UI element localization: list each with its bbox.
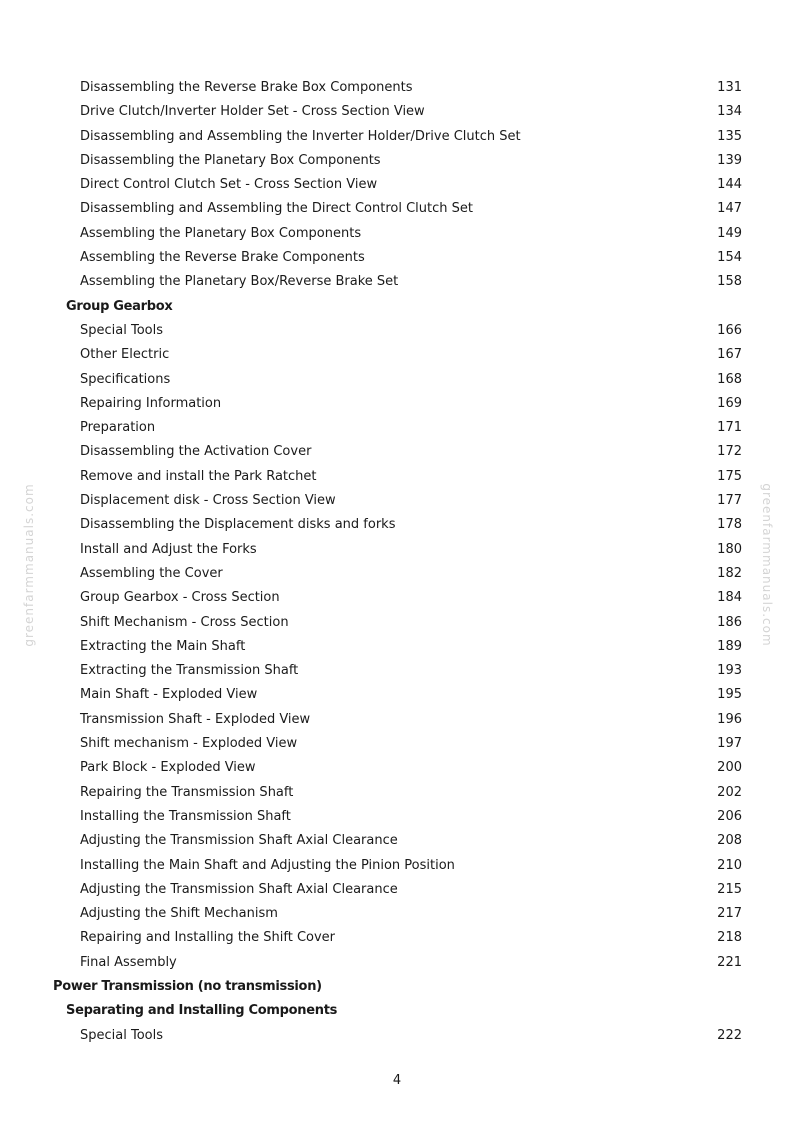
toc-entry-title: Separating and Installing Components <box>66 1003 338 1019</box>
toc-entry-title: Final Assembly <box>80 954 177 970</box>
toc-entry[interactable] <box>0 368 794 392</box>
toc-entry[interactable] <box>0 538 794 562</box>
toc-entry-title: Shift Mechanism - Cross Section <box>80 614 289 630</box>
toc-entry[interactable] <box>0 611 794 635</box>
toc-entry[interactable] <box>0 659 794 683</box>
toc-entry-title: Park Block - Exploded View <box>80 760 256 776</box>
toc-entry-title: Group Gearbox <box>66 298 173 314</box>
toc-entry[interactable] <box>0 76 794 100</box>
toc-entry[interactable] <box>0 1024 794 1048</box>
toc-entry-title: Assembling the Reverse Brake Components <box>80 250 365 266</box>
toc-entry-title: Remove and install the Park Ratchet <box>80 468 317 484</box>
toc-entry-page: 168 <box>717 371 742 387</box>
toc-entry-title: Installing the Main Shaft and Adjusting the Pinion Position <box>80 857 455 873</box>
toc-entry-title: Drive Clutch/Inverter Holder Set - Cross Section View <box>80 104 425 120</box>
toc-entry[interactable] <box>0 149 794 173</box>
toc-entry-title: Shift mechanism - Exploded View <box>80 736 298 752</box>
toc-entry-title: Installing the Transmission Shaft <box>80 808 291 824</box>
toc-entry-title: Specifications <box>80 371 171 387</box>
toc-entry[interactable] <box>0 270 794 294</box>
toc-entry-page: 135 <box>717 128 742 144</box>
toc-entry-page: 195 <box>717 687 742 703</box>
toc-entry-page: 144 <box>717 177 742 193</box>
toc-entry-title: Disassembling the Displacement disks and forks <box>80 517 396 533</box>
toc-entry-page: 147 <box>717 201 742 217</box>
toc-entry-page: 206 <box>717 808 742 824</box>
toc-entry[interactable] <box>0 440 794 464</box>
toc-entry[interactable] <box>0 222 794 246</box>
toc-entry-page: 178 <box>717 517 742 533</box>
toc-entry-title: Adjusting the Transmission Shaft Axial Clearance <box>80 833 398 849</box>
toc-entry-title: Direct Control Clutch Set - Cross Section View <box>80 177 378 193</box>
toc-entry-page: 196 <box>717 711 742 727</box>
toc-entry-title: Assembling the Planetary Box/Reverse Brake Set <box>80 274 399 290</box>
toc-entry-page: 200 <box>717 760 742 776</box>
toc-entry-page: 139 <box>717 152 742 168</box>
toc-entry-page: 154 <box>717 250 742 266</box>
toc-entry[interactable] <box>0 343 794 367</box>
toc-entry-title: Disassembling the Activation Cover <box>80 444 312 460</box>
toc-entry-title: Special Tools <box>80 1027 163 1043</box>
toc-entry-page: 210 <box>717 857 742 873</box>
toc-entry-page: 182 <box>717 565 742 581</box>
toc-entry[interactable] <box>0 781 794 805</box>
toc-entry-title: Extracting the Transmission Shaft <box>80 663 299 679</box>
toc-entry-page: 131 <box>717 80 742 95</box>
table-of-contents <box>0 76 794 1048</box>
toc-entry[interactable] <box>0 854 794 878</box>
toc-entry-page: 166 <box>717 322 742 338</box>
toc-entry[interactable] <box>0 756 794 780</box>
toc-entry-page: 186 <box>717 614 742 630</box>
toc-entry-page: 184 <box>717 590 742 606</box>
toc-entry-title: Preparation <box>80 420 156 436</box>
toc-entry[interactable] <box>0 562 794 586</box>
toc-entry[interactable] <box>0 392 794 416</box>
toc-entry[interactable] <box>0 708 794 732</box>
toc-entry[interactable] <box>0 805 794 829</box>
toc-entry-page: 208 <box>717 833 742 849</box>
toc-entry-page: 134 <box>717 104 742 120</box>
toc-entry-title: Repairing and Installing the Shift Cover <box>80 930 336 946</box>
toc-entry[interactable] <box>0 635 794 659</box>
toc-entry-page: 158 <box>717 274 742 290</box>
toc-entry-title: Assembling the Planetary Box Components <box>80 225 362 241</box>
toc-entry[interactable] <box>0 319 794 343</box>
toc-entry-page: 149 <box>717 225 742 241</box>
toc-entry[interactable] <box>0 902 794 926</box>
toc-entry[interactable] <box>0 732 794 756</box>
toc-entry-page: 169 <box>717 395 742 411</box>
toc-entry[interactable] <box>0 683 794 707</box>
toc-entry-title: Disassembling the Planetary Box Components <box>80 152 381 168</box>
toc-entry-title: Disassembling the Reverse Brake Box Components <box>80 80 413 95</box>
toc-entry-page: 171 <box>717 420 742 436</box>
toc-entry-page: 215 <box>717 881 742 897</box>
toc-entry-title: Install and Adjust the Forks <box>80 541 257 557</box>
toc-entry-page: 218 <box>717 930 742 946</box>
toc-entry-title: Main Shaft - Exploded View <box>80 687 258 703</box>
toc-entry-page: 222 <box>717 1027 742 1043</box>
toc-entry[interactable] <box>0 173 794 197</box>
toc-entry-page: 175 <box>717 468 742 484</box>
toc-entry-page: 180 <box>717 541 742 557</box>
toc-entry-title: Repairing Information <box>80 395 222 411</box>
toc-entry-title: Adjusting the Transmission Shaft Axial Clearance <box>80 881 398 897</box>
page-number: 4 <box>392 1073 402 1088</box>
toc-entry[interactable] <box>0 416 794 440</box>
toc-entry-title: Transmission Shaft - Exploded View <box>80 711 311 727</box>
toc-entry[interactable] <box>0 489 794 513</box>
watermark-right: greenfarmmanuals.com <box>760 483 774 647</box>
toc-entry[interactable] <box>0 100 794 124</box>
toc-entry[interactable] <box>0 829 794 853</box>
toc-entry-page: 172 <box>717 444 742 460</box>
toc-entry[interactable] <box>0 465 794 489</box>
toc-section-heading <box>0 999 794 1023</box>
toc-section-heading <box>0 295 794 319</box>
toc-entry-title: Power Transmission (no transmission) <box>53 978 322 994</box>
toc-entry[interactable] <box>0 951 794 975</box>
toc-entry-title: Extracting the Main Shaft <box>80 638 246 654</box>
toc-entry-title: Adjusting the Shift Mechanism <box>80 906 278 922</box>
toc-entry-page: 189 <box>717 638 742 654</box>
toc-entry-page: 197 <box>717 736 742 752</box>
toc-entry[interactable] <box>0 926 794 950</box>
toc-entry[interactable] <box>0 586 794 610</box>
toc-entry[interactable] <box>0 197 794 221</box>
toc-entry[interactable] <box>0 878 794 902</box>
toc-entry[interactable] <box>0 125 794 149</box>
toc-entry-title: Other Electric <box>80 347 170 363</box>
watermark-left: greenfarmmanuals.com <box>22 483 36 647</box>
toc-entry[interactable] <box>0 513 794 537</box>
toc-entry-page: 202 <box>717 784 742 800</box>
toc-entry-title: Disassembling and Assembling the Inverter Holder/Drive Clutch Set <box>80 128 521 144</box>
toc-entry-title: Group Gearbox - Cross Section <box>80 590 280 606</box>
toc-entry-page: 217 <box>717 906 742 922</box>
toc-section-heading <box>0 975 794 999</box>
toc-entry-page: 167 <box>717 347 742 363</box>
toc-entry-page: 177 <box>717 493 742 509</box>
toc-entry-title: Disassembling and Assembling the Direct Control Clutch Set <box>80 201 473 217</box>
toc-entry-title: Displacement disk - Cross Section View <box>80 493 336 509</box>
toc-entry-page: 193 <box>717 663 742 679</box>
toc-entry-title: Assembling the Cover <box>80 565 223 581</box>
toc-entry-title: Special Tools <box>80 322 163 338</box>
toc-entry-title: Repairing the Transmission Shaft <box>80 784 294 800</box>
toc-entry-page: 221 <box>717 954 742 970</box>
toc-entry[interactable] <box>0 246 794 270</box>
